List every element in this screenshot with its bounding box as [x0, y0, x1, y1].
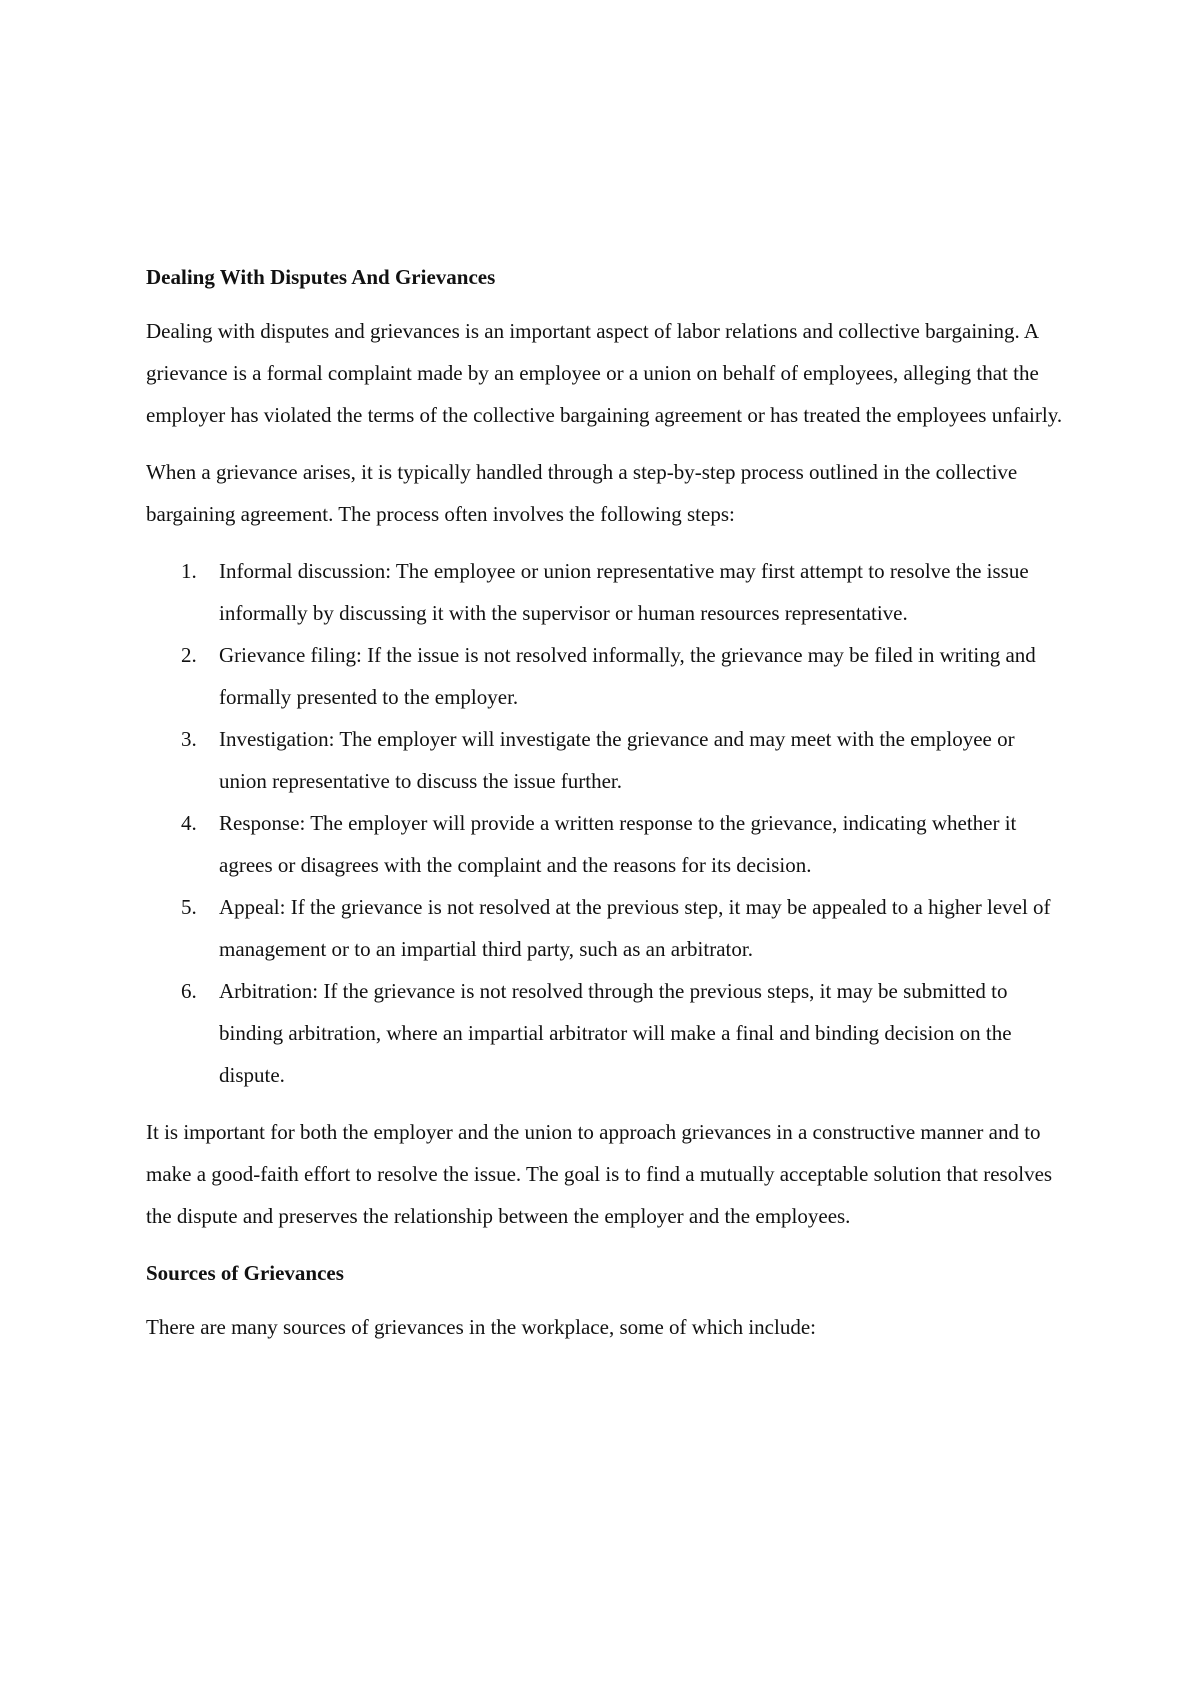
- list-item: [146, 718, 1066, 802]
- list-item-text: Response: The employer will provide a written response to the grievance, indicating whether it agrees or disagrees with the complaint and the reasons for its decision.: [219, 811, 1017, 877]
- section-intro-paragraph: There are many sources of grievances in the workplace, some of which include:: [146, 1315, 816, 1339]
- steps-list: [146, 550, 1066, 1096]
- list-item-number: 2.: [181, 643, 197, 667]
- list-item-number: 4.: [181, 811, 197, 835]
- list-item-text: Arbitration: If the grievance is not resolved through the previous steps, it may be submitted to binding arbitration, where an impartial arbitrator will make a final and binding decision on the dispute.: [219, 979, 1012, 1087]
- list-item-number: 3.: [181, 727, 197, 751]
- intro-paragraph: Dealing with disputes and grievances is an important aspect of labor relations and collective bargaining. A grievance is a formal complaint made by an employee or a union on behalf of employees, alleging that the employer has violated the terms of the collective bargaining agreement or has treated the employees unfairly.: [146, 319, 1063, 427]
- list-item-text: Appeal: If the grievance is not resolved at the previous step, it may be appealed to a higher level of management or to an impartial third party, such as an arbitrator.: [219, 895, 1051, 961]
- process-intro-paragraph: When a grievance arises, it is typically handled through a step-by-step process outlined in the collective bargaining agreement. The process often involves the following steps:: [146, 460, 1018, 526]
- list-item-number: 6.: [181, 979, 197, 1003]
- list-item-text: Informal discussion: The employee or union representative may first attempt to resolve the issue informally by discussing it with the supervisor or human resources representative.: [219, 559, 1029, 625]
- list-item-text: Grievance filing: If the issue is not resolved informally, the grievance may be filed in writing and formally presented to the employer.: [219, 643, 1036, 709]
- list-item: [146, 970, 1066, 1096]
- document-page: [146, 256, 1066, 1363]
- list-item: [146, 802, 1066, 886]
- list-item: [146, 886, 1066, 970]
- list-item: [146, 634, 1066, 718]
- section-title: Sources of Grievances: [146, 1261, 344, 1285]
- list-item: [146, 550, 1066, 634]
- list-item-text: Investigation: The employer will investigate the grievance and may meet with the employee or union representative to discuss the issue further.: [219, 727, 1015, 793]
- list-item-number: 5.: [181, 895, 197, 919]
- document-title: Dealing With Disputes And Grievances: [146, 265, 496, 289]
- conclusion-paragraph: It is important for both the employer and the union to approach grievances in a constructive manner and to make a good-faith effort to resolve the issue. The goal is to find a mutually acceptable solution that resolves the dispute and preserves the relationship between the employer and the employees.: [146, 1120, 1053, 1228]
- list-item-number: 1.: [181, 559, 197, 583]
